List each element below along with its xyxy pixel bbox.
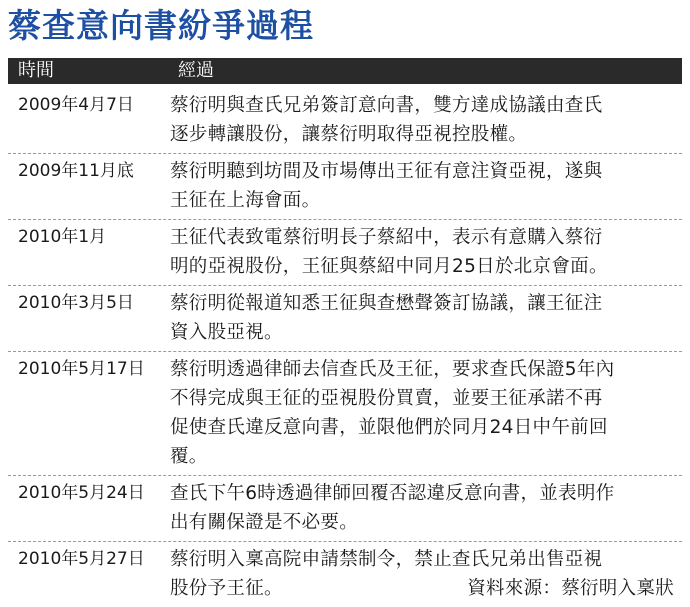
row-text-line: 資入股亞視。 [170, 322, 283, 343]
row-text-line: 覆。 [170, 446, 208, 467]
row-text-line: 蔡衍明與查氏兄弟簽訂意向書，雙方達成協議由查氏 [170, 95, 603, 116]
row-date: 2010年5月17日 [18, 359, 145, 379]
row-text-line-part: 股份予王征。 [170, 578, 283, 599]
row-text [170, 545, 682, 603]
row-text-line: 促使查氏違反意向書，並限他們於同月24日中午前回 [170, 417, 608, 438]
row-date: 2009年11月底 [18, 161, 134, 181]
row-text-line [170, 574, 678, 603]
row-text [170, 289, 682, 347]
table-row [8, 542, 682, 607]
row-date: 2010年5月27日 [18, 549, 145, 569]
row-date: 2010年5月24日 [18, 483, 145, 503]
header-time: 時間 [18, 60, 54, 81]
timeline-table [8, 88, 682, 607]
row-text [170, 355, 682, 471]
row-text-line: 王征代表致電蔡衍明長子蔡紹中，表示有意購入蔡衍 [170, 227, 603, 248]
row-text-line: 不得完成與王征的亞視股份買賣，並要王征承諾不再 [170, 388, 603, 409]
table-row [8, 286, 682, 352]
row-text-line: 出有關保證是不必要。 [170, 512, 359, 533]
row-text-line: 查氏下午6時透過律師回覆否認違反意向書，並表明作 [170, 483, 615, 504]
row-text-line: 蔡衍明入稟高院申請禁制令，禁止查氏兄弟出售亞視 [170, 549, 603, 570]
table-row [8, 220, 682, 286]
table-row [8, 154, 682, 220]
header-process: 經過 [178, 60, 214, 81]
table-row [8, 88, 682, 154]
table-row [8, 352, 682, 476]
row-text-line: 王征在上海會面。 [170, 190, 321, 211]
row-text [170, 91, 682, 149]
row-text [170, 479, 682, 537]
row-text [170, 157, 682, 215]
row-text-line: 明的亞視股份，王征與蔡紹中同月25日於北京會面。 [170, 256, 608, 277]
row-date: 2009年4月7日 [18, 95, 134, 115]
row-text-line: 逐步轉讓股份，讓蔡衍明取得亞視控股權。 [170, 124, 528, 145]
row-text [170, 223, 682, 281]
source-credit: 資料來源：蔡衍明入稟狀 [467, 578, 674, 599]
row-date: 2010年3月5日 [18, 293, 134, 313]
row-text-line: 蔡衍明透過律師去信查氏及王征，要求查氏保證5年內 [170, 359, 615, 380]
table-row [8, 476, 682, 542]
row-text-line: 蔡衍明從報道知悉王征與查懋聲簽訂協議，讓王征注 [170, 293, 603, 314]
page-title: 蔡查意向書紛爭過程 [8, 6, 314, 45]
row-text-line: 蔡衍明聽到坊間及市場傳出王征有意注資亞視，遂與 [170, 161, 603, 182]
row-date: 2010年1月 [18, 227, 107, 247]
table-header [8, 58, 682, 84]
